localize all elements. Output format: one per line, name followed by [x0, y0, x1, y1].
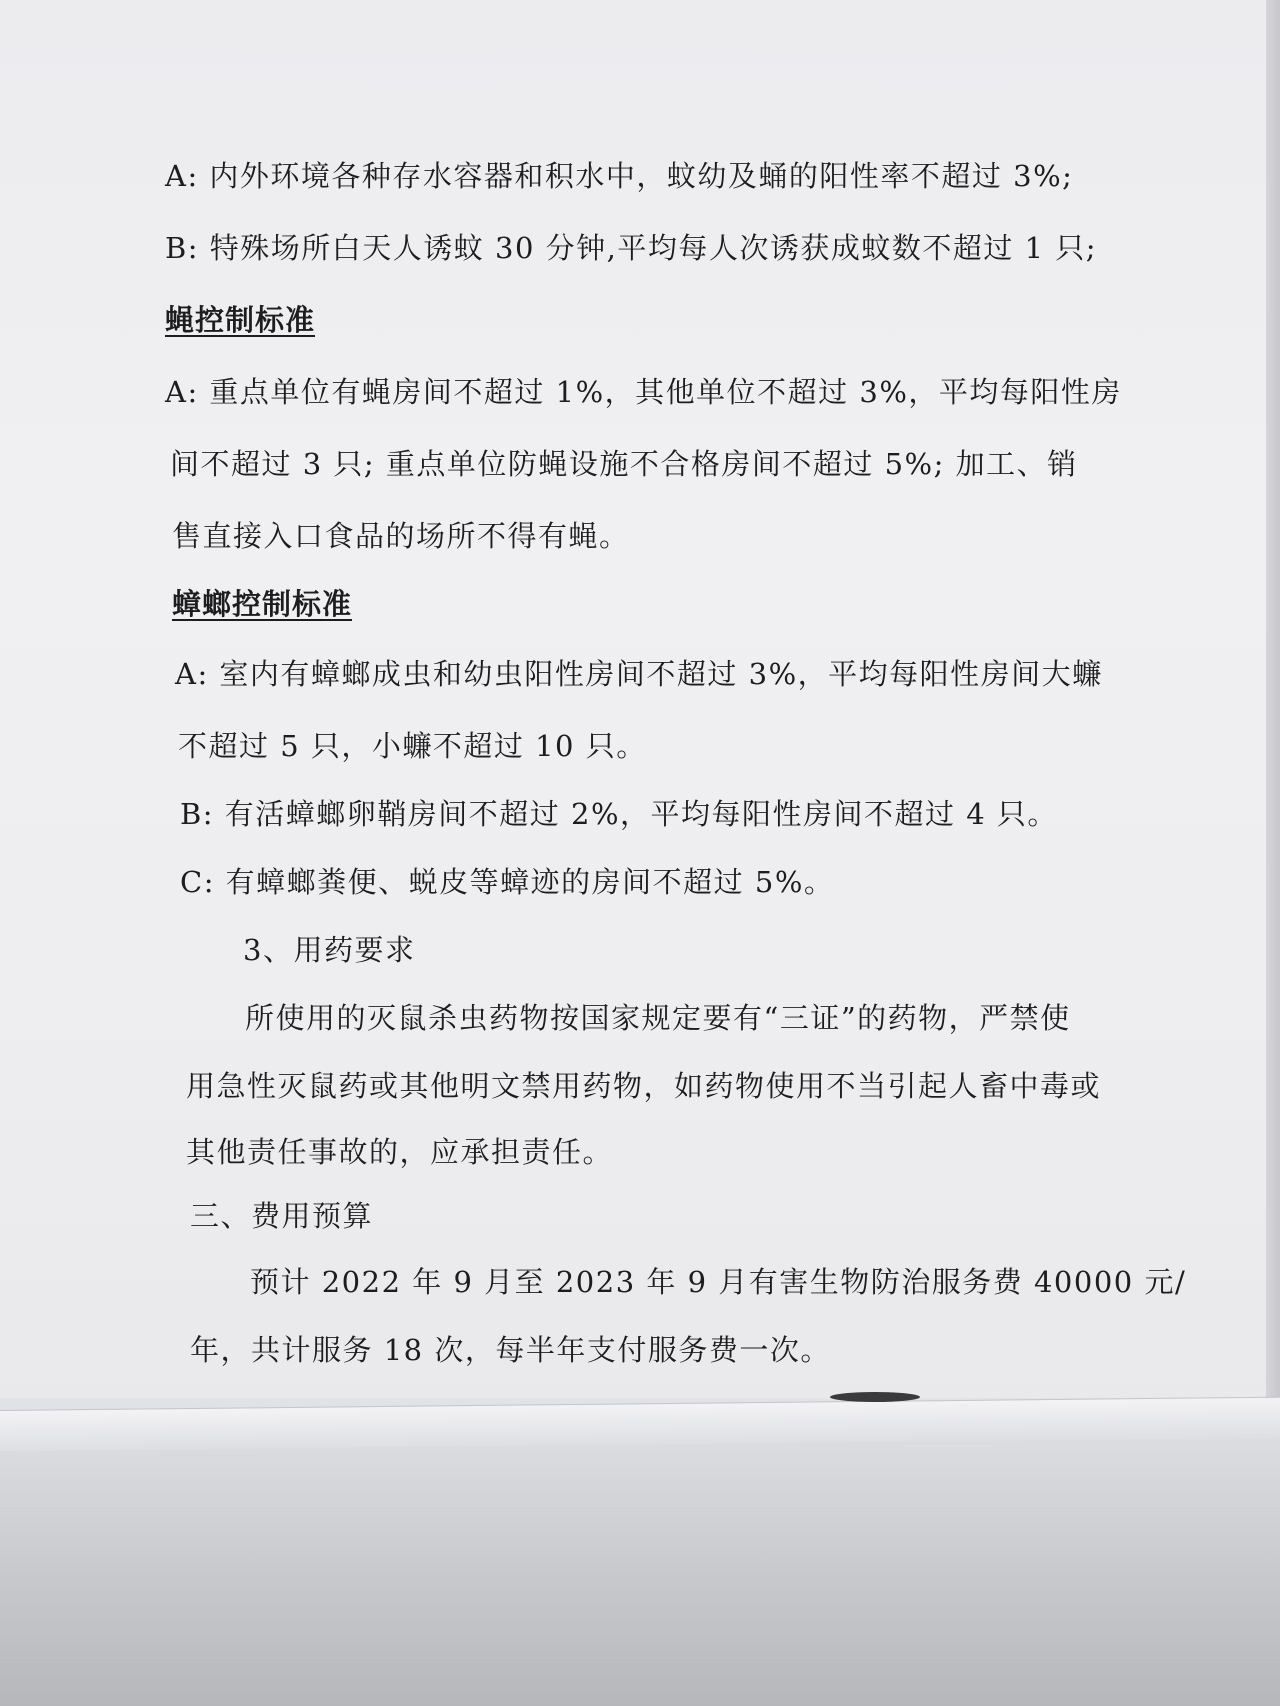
cockroach-standard-a-line-2: 不超过 5 只，小蠊不超过 10 只。	[178, 729, 647, 763]
cockroach-standard-b: B: 有活蟑螂卵鞘房间不超过 2%，平均每阳性房间不超过 4 只。	[180, 797, 1058, 831]
medication-paragraph-line-3: 其他责任事故的，应承担责任。	[186, 1135, 614, 1169]
fly-standard-heading: 蝇控制标准	[165, 303, 316, 337]
section-medication-requirements: 3、用药要求	[243, 933, 416, 967]
medication-paragraph-line-1: 所使用的灭鼠杀虫药物按国家规定要有“三证”的药物，严禁使	[245, 1001, 1071, 1035]
fly-standard-a-line-1: A: 重点单位有蝇房间不超过 1%，其他单位不超过 3%，平均每阳性房	[165, 375, 1122, 409]
cockroach-standard-c: C: 有蟑螂粪便、蜕皮等蟑迹的房间不超过 5%。	[180, 865, 835, 899]
cockroach-standard-heading: 蟑螂控制标准	[172, 587, 353, 621]
budget-paragraph-line-1: 预计 2022 年 9 月至 2023 年 9 月有害生物防治服务费 40000 元/	[250, 1265, 1187, 1299]
page-edge	[1266, 0, 1280, 1418]
mosquito-standard-b: B: 特殊场所白天人诱蚊 30 分钟,平均每人次诱获成蚊数不超过 1 只;	[165, 231, 1098, 265]
budget-paragraph-line-2: 年，共计服务 18 次，每半年支付服务费一次。	[190, 1333, 831, 1367]
medication-paragraph-line-2: 用急性灭鼠药或其他明文禁用药物，如药物使用不当引起人畜中毒或	[186, 1069, 1102, 1103]
mosquito-standard-a: A: 内外环境各种存水容器和积水中，蚊幼及蛹的阳性率不超过 3%;	[165, 159, 1074, 193]
fly-standard-a-line-3: 售直接入口食品的场所不得有蝇。	[172, 519, 630, 553]
section-cost-budget: 三、费用预算	[190, 1199, 374, 1233]
cockroach-standard-a-line-1: A: 室内有蟑螂成虫和幼虫阳性房间不超过 3%，平均每阳性房间大蠊	[175, 657, 1103, 691]
fly-standard-a-line-2: 间不超过 3 只; 重点单位防蝇设施不合格房间不超过 5%; 加工、销	[170, 447, 1078, 481]
shadow-mark	[830, 1392, 920, 1402]
